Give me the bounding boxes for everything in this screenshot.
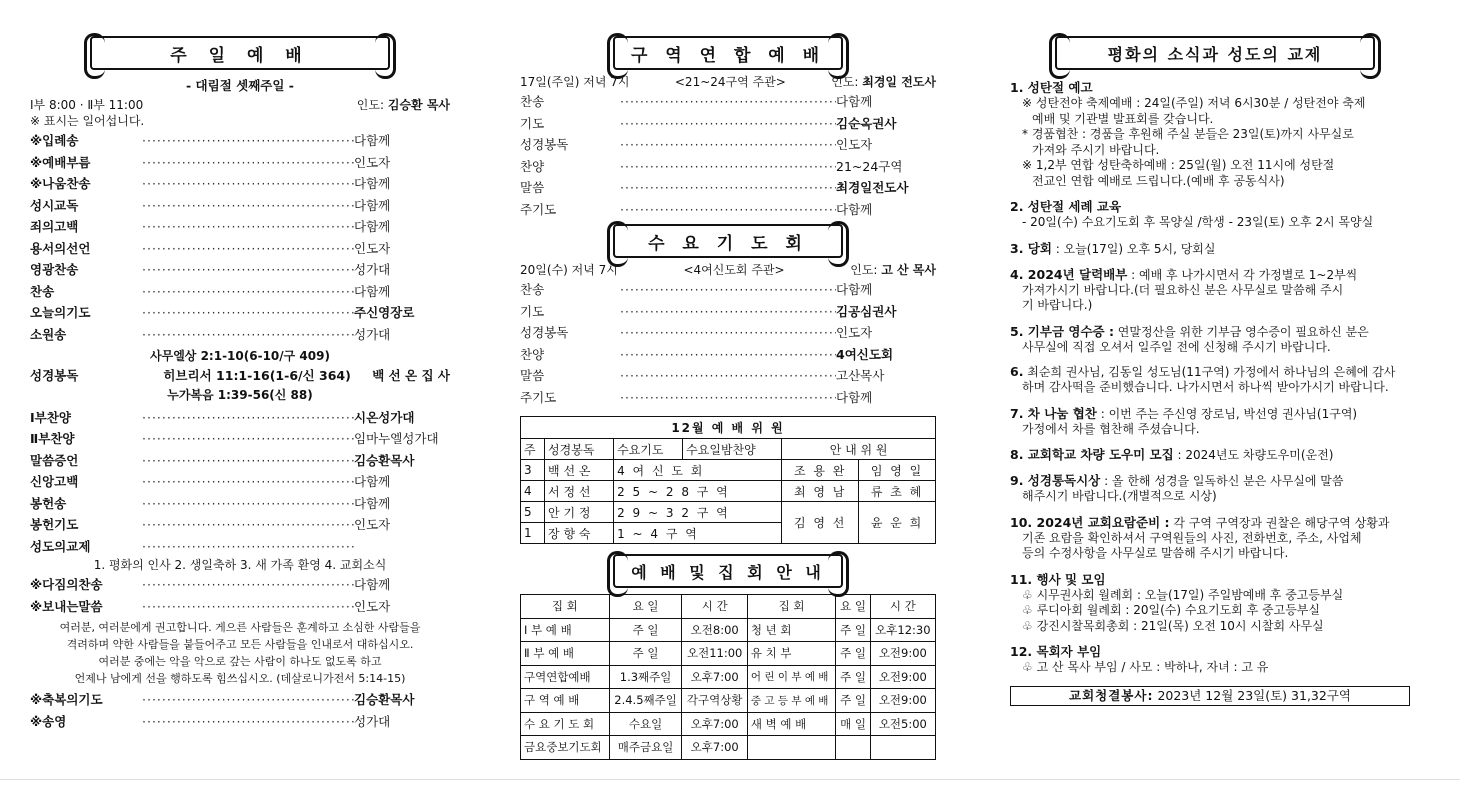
order-item-person: 인도자 — [354, 154, 391, 170]
order-item-label: 말씀 — [520, 368, 545, 383]
order-item-person: 인도자 — [836, 137, 873, 152]
worship-order-list-3 — [30, 574, 450, 617]
order-item — [520, 177, 936, 199]
order-item-person: 다함께 — [354, 176, 391, 191]
order-item — [30, 407, 450, 429]
fellowship-note: 1. 평화의 인사 2. 생일축하 3. 새 가족 환영 4. 교회소식 — [93, 558, 387, 572]
table-cell: 수 요 기 도 회 — [521, 712, 610, 736]
order-item — [520, 156, 936, 178]
order-item-person: 시온성가대 — [354, 409, 415, 425]
col-header: 집 회 — [747, 595, 835, 619]
scripture-label: 성경봉독 — [30, 368, 79, 383]
table-cell: 서 정 선 — [545, 481, 614, 502]
table-cell: 오후7:00 — [682, 712, 747, 736]
order-item-label: 죄의고백 — [30, 219, 79, 234]
table-row — [521, 502, 936, 523]
news-line: 사무실에 직접 오셔서 일주일 전에 신청해 주시기 바랍니다. — [1022, 339, 1331, 354]
order-item-label: ※예배부름 — [30, 154, 91, 170]
order-item — [30, 514, 450, 536]
order-item-person: 다함께 — [354, 197, 391, 213]
order-item-label: 찬양 — [520, 346, 545, 362]
worship-leader: 인도: 김승환 목사 — [356, 98, 450, 112]
worship-order-list-2 — [30, 407, 450, 558]
order-item — [30, 324, 450, 346]
col-header: 시 간 — [870, 595, 935, 619]
order-item — [520, 301, 936, 323]
worship-subtitle: - 대림절 셋째주일 - — [186, 78, 294, 93]
table-cell: 오전9:00 — [870, 665, 935, 689]
table-cell: 1 ~ 4 구 역 — [614, 523, 782, 544]
scripture-3: 누가복음 1:39-56(신 88) — [167, 387, 313, 402]
news-line: ※ 1,2부 연합 성탄축하예배 : 25일(월) 오전 11시에 성탄절 — [1022, 158, 1335, 172]
table-cell: 5 — [521, 502, 545, 523]
page-bottom-line — [0, 779, 1460, 780]
order-item-person — [354, 536, 450, 558]
order-item-label: 봉헌기도 — [30, 517, 79, 532]
table-cell: 오전9:00 — [870, 642, 935, 666]
order-item — [30, 471, 450, 493]
order-item-person: 4여신도회 — [836, 346, 894, 362]
usher-cell: 김 영 선 — [782, 502, 859, 544]
table-cell: 중 고 등 부 예 배 — [747, 689, 835, 713]
table-cell: 주 일 — [609, 618, 682, 642]
order-item-person: 성가대 — [354, 713, 391, 729]
table-cell: 금요중보기도회 — [521, 736, 610, 760]
table-cell: 2 5 ~ 2 8 구 역 — [614, 481, 782, 502]
order-item-label: ※보내는말씀 — [30, 598, 103, 614]
order-item — [30, 536, 450, 558]
news-item: 6. 최순희 권사님, 김동일 성도님(11구역) 가정에서 하나님의 은혜에 감사 — [1010, 364, 1396, 379]
order-item-label: ※축복의기도 — [30, 692, 103, 707]
news-line: - 20일(수) 수요기도회 후 목양실 /학생 - 23일(토) 오후 2시 목양실 — [1022, 215, 1374, 229]
col-header: 요 일 — [836, 595, 870, 619]
table-cell: 장 향 숙 — [545, 523, 614, 544]
sunday-worship-section — [30, 36, 450, 732]
table-cell: 매 일 — [836, 712, 870, 736]
table-cell: 수요일 — [609, 712, 682, 736]
news-line: 등의 수정사항을 사무실로 말씀해 주시기 바랍니다. — [1022, 546, 1289, 560]
order-item — [520, 91, 936, 113]
order-item — [30, 152, 450, 174]
news-line: ♧ 강진시찰목회총회 : 21일(목) 오전 10시 시찰회 사무실 — [1022, 618, 1324, 633]
order-item-label: ※송영 — [30, 713, 67, 729]
worship-order-list — [30, 130, 450, 345]
order-item-person: 최경일전도사 — [836, 180, 909, 195]
table-cell: 2.4.5째주일 — [609, 689, 682, 713]
table-cell: 오후7:00 — [682, 665, 747, 689]
news-line: 기 바랍니다.) — [1022, 298, 1093, 312]
table-row — [521, 642, 936, 666]
table-cell: 4 — [521, 481, 545, 502]
order-item-label: 성경봉독 — [520, 137, 569, 152]
table-cell: 오후12:30 — [870, 618, 935, 642]
table-cell — [870, 736, 935, 760]
col-header: 주 — [521, 439, 545, 460]
order-item — [30, 281, 450, 303]
order-item — [520, 134, 936, 156]
col-header: 집 회 — [521, 595, 610, 619]
table-cell: 오전5:00 — [870, 712, 935, 736]
order-item — [30, 596, 450, 618]
order-item-person: 다함께 — [354, 283, 391, 299]
table-row — [521, 618, 936, 642]
order-item-label: 기도 — [520, 115, 545, 131]
order-item-label: 말씀 — [520, 180, 545, 195]
order-item-person: 인도자 — [354, 598, 391, 614]
table-cell: 1 — [521, 523, 545, 544]
district-worship-title: 구 역 연 합 예 배 — [630, 45, 826, 66]
table-cell: Ⅰ 부 예 배 — [521, 618, 610, 642]
order-item-person: 김순옥권사 — [836, 115, 897, 131]
order-item-person: 다함께 — [836, 201, 873, 217]
district-header: 17일(주일) 저녁 7시 <21~24구역 주관> 인도: 최경일 전도사 — [520, 75, 936, 89]
order-item-person: 김승환목사 — [354, 452, 415, 468]
wednesday-title: 수 요 기 도 회 — [648, 233, 808, 254]
table-cell: 주 일 — [609, 642, 682, 666]
order-item-person: 다함께 — [354, 219, 391, 234]
order-item-person: 고산목사 — [836, 368, 885, 383]
order-item-person: 성가대 — [354, 262, 391, 277]
col-header: 안 내 위 원 — [782, 439, 936, 460]
table-cell: 주 일 — [836, 618, 870, 642]
col-header: 수요일밤찬양 — [683, 439, 782, 460]
scripture-2: 히브리서 11:1-16(1-6/신 364) — [163, 368, 351, 383]
news-banner — [1055, 36, 1375, 70]
news-item: 10. 2024년 교회요람준비 : 각 구역 구역장과 권찰은 해당구역 상황과 — [1010, 514, 1390, 530]
december-committee-table — [520, 416, 936, 544]
district-order-list — [520, 91, 936, 220]
order-item-person: 21~24구역 — [836, 158, 903, 174]
order-item — [30, 130, 450, 152]
table-row — [521, 460, 936, 481]
order-item-label: ※입례송 — [30, 133, 79, 148]
usher-cell: 류 초 혜 — [859, 481, 936, 502]
order-item-person: 다함께 — [354, 133, 391, 148]
order-item-person: 인도자 — [354, 240, 391, 256]
schedule-title: 예 배 및 집 회 안 내 — [631, 562, 825, 582]
order-item-label: 성경봉독 — [520, 325, 569, 340]
order-item-person: 인도자 — [354, 517, 391, 532]
news-item: 2. 성탄절 세례 교육 — [1010, 199, 1122, 214]
order-item-label: 성도의교제 — [30, 538, 91, 554]
table-row — [521, 481, 936, 502]
order-item — [30, 450, 450, 472]
order-item-label: 주기도 — [520, 389, 557, 405]
news-item: 5. 기부금 영수증 : 연말정산을 위한 기부금 영수증이 필요하신 분은 — [1010, 323, 1369, 339]
table-cell: 2 9 ~ 3 2 구 역 — [614, 502, 782, 523]
order-item-person: 다함께 — [354, 577, 391, 592]
order-item-label: ※다짐의찬송 — [30, 577, 103, 592]
news-section — [1010, 36, 1420, 706]
order-item-label: 기도 — [520, 303, 545, 319]
order-item-person: 다함께 — [836, 94, 873, 109]
news-item: 3. 당회 : 오늘(17일) 오후 5시, 당회실 — [1010, 240, 1216, 256]
standing-note: ※ 표시는 일어섭니다. — [30, 114, 145, 128]
middle-section — [520, 36, 936, 760]
table-row — [521, 712, 936, 736]
table-cell: 청 년 회 — [747, 618, 835, 642]
table-row — [521, 665, 936, 689]
sunday-worship-banner — [90, 36, 390, 70]
table-cell: 유 치 부 — [747, 642, 835, 666]
order-item-label: 말씀증언 — [30, 452, 79, 468]
order-item — [30, 216, 450, 238]
order-item — [520, 113, 936, 135]
news-line: 가정에서 차를 협찬해 주셨습니다. — [1022, 421, 1200, 436]
usher-cell: 임 영 일 — [859, 460, 936, 481]
order-item — [520, 199, 936, 221]
news-item: 12. 목회자 부임 — [1010, 644, 1102, 659]
table-cell: 오후7:00 — [682, 736, 747, 760]
col-header: 수요기도 — [614, 439, 683, 460]
sunday-worship-title: 주 일 예 배 — [170, 45, 310, 66]
schedule-banner — [613, 554, 843, 588]
order-item — [30, 574, 450, 596]
col-header: 성경봉독 — [545, 439, 614, 460]
wednesday-header: 20일(수) 저녁 7시 <4여신도회 주관> 인도: 고 산 목사 — [520, 263, 936, 277]
order-item-label: 소원송 — [30, 326, 67, 342]
usher-cell: 윤 운 희 — [859, 502, 936, 544]
news-line: 가져가시기 바랍니다.(더 필요하신 분은 사무실로 말씀해 주시 — [1022, 282, 1344, 297]
news-item: 8. 교회학교 차량 도우미 모집 : 2024년도 차량도우미(운전) — [1010, 447, 1334, 462]
table-cell: 안 기 정 — [545, 502, 614, 523]
table-cell: 매주금요일 — [609, 736, 682, 760]
order-item — [520, 279, 936, 301]
news-list — [1010, 78, 1420, 676]
table-cell: 구역연합예배 — [521, 665, 610, 689]
order-item — [30, 689, 450, 711]
order-item — [30, 173, 450, 195]
worship-times: Ⅰ부 8:00 · Ⅱ부 11:00 — [30, 98, 144, 112]
order-item-label: 영광찬송 — [30, 262, 79, 277]
order-item-label: 찬송 — [520, 282, 545, 297]
order-item — [30, 711, 450, 733]
order-item — [520, 387, 936, 409]
table-cell: 새 벽 예 배 — [747, 712, 835, 736]
usher-cell: 조 용 완 — [782, 460, 859, 481]
order-item-label: 찬송 — [520, 94, 545, 109]
order-item-person: 다함께 — [836, 389, 873, 405]
table-cell: 어 린 이 부 예 배 — [747, 665, 835, 689]
news-item: 1. 성탄절 예고 — [1010, 80, 1093, 95]
december-title: 12월 예 배 위 원 — [521, 417, 936, 439]
table-cell: 각구역상황 — [682, 689, 747, 713]
table-cell: 4 여 신 도 회 — [614, 460, 782, 481]
table-cell: 오전11:00 — [682, 642, 747, 666]
news-line: ♧ 루디아회 월례회 : 20일(수) 수요기도회 후 중고등부실 — [1022, 603, 1320, 617]
table-cell: 백 선 온 — [545, 460, 614, 481]
scripture-row — [30, 365, 450, 387]
order-item-label: 용서의선언 — [30, 240, 91, 256]
order-item — [30, 302, 450, 324]
scripture-1: 사무엘상 2:1-10(6-10/구 409) — [150, 349, 330, 363]
table-cell: 오전8:00 — [682, 618, 747, 642]
news-line: * 경품협찬 : 경품을 후원해 주실 분들은 23일(토)까지 사무실로 — [1022, 127, 1354, 141]
table-cell — [836, 736, 870, 760]
order-item-person: 다함께 — [354, 474, 391, 489]
order-item-person: 다함께 — [354, 495, 391, 511]
order-item-person: 김공심권사 — [836, 303, 897, 319]
wednesday-order-list — [520, 279, 936, 408]
table-cell: 주 일 — [836, 642, 870, 666]
table-cell: Ⅱ 부 예 배 — [521, 642, 610, 666]
table-cell — [747, 736, 835, 760]
order-item — [520, 365, 936, 387]
order-item-label: 주기도 — [520, 201, 557, 217]
news-line: ♧ 고 산 목사 부임 / 사모 : 박하나, 자녀 : 고 유 — [1022, 660, 1269, 674]
table-cell: 구 역 예 배 — [521, 689, 610, 713]
order-item-label: 찬양 — [520, 158, 545, 174]
order-item-person: 김승환목사 — [354, 692, 415, 707]
news-line: 예배 및 기관별 발표회를 갖습니다. — [1032, 111, 1214, 126]
usher-cell: 최 영 남 — [782, 481, 859, 502]
news-line: ※ 성탄전야 축제예배 : 24일(주일) 저녁 6시30분 / 성탄전야 축제 — [1022, 96, 1366, 110]
sending-scripture: 여러분, 여러분에게 권고합니다. 게으른 사람들은 훈계하고 소심한 사람들을 격려하며 약한 사람들을 붙들어주고 모든 사람들을 인내로서 대하십시오. 여러분 중에는 악을 악으로 갚는 사람이 하나도 없도록 하고 언제나 남에게 선을 행하도록 힘쓰십시오. (데살로니가전서 5:14-15) — [59, 621, 421, 685]
news-line: ♧ 시무권사회 월례회 : 오늘(17일) 주일밤예배 후 중고등부실 — [1022, 587, 1344, 602]
news-line: 기존 요람을 확인하셔서 구역원들의 사진, 전화번호, 주소, 사업체 — [1022, 530, 1362, 545]
news-title: 평화의 소식과 성도의 교제 — [1107, 44, 1323, 64]
order-item-label: 신앙고백 — [30, 474, 79, 489]
order-item — [30, 195, 450, 217]
table-cell: 주 일 — [836, 665, 870, 689]
wednesday-banner — [613, 224, 843, 258]
order-item-person: 성가대 — [354, 326, 391, 342]
district-worship-banner — [613, 36, 843, 70]
order-item — [520, 322, 936, 344]
news-line: 해주시기 바랍니다.(개별적으로 시상) — [1022, 489, 1217, 503]
order-item-person: 임마누엘성가대 — [354, 431, 439, 446]
news-line: 가져와 주시기 바랍니다. — [1032, 142, 1160, 157]
news-item: 11. 행사 및 모임 — [1010, 571, 1106, 587]
order-item-label: 봉헌송 — [30, 495, 67, 511]
order-item-person: 다함께 — [836, 282, 873, 297]
worship-times-row — [30, 98, 450, 113]
table-row — [521, 689, 936, 713]
table-row — [521, 736, 936, 760]
order-item-label: Ⅰ부찬양 — [30, 409, 71, 425]
table-cell: 주 일 — [836, 689, 870, 713]
worship-order-list-4 — [30, 689, 450, 732]
col-header: 요 일 — [609, 595, 682, 619]
table-cell: 1.3째주일 — [609, 665, 682, 689]
col-header: 시 간 — [682, 595, 747, 619]
order-item-person: 인도자 — [836, 325, 873, 340]
order-item — [30, 428, 450, 450]
order-item — [30, 259, 450, 281]
table-cell: 3 — [521, 460, 545, 481]
news-line: 전교인 연합 예배로 드립니다.(예배 후 공동식사) — [1032, 173, 1285, 188]
news-item: 9. 성경통독시상 : 올 한해 성경을 일독하신 분은 사무실에 말씀 — [1010, 473, 1344, 488]
table-cell: 오전9:00 — [870, 689, 935, 713]
order-item-person: 주신영장로 — [354, 305, 415, 320]
schedule-table — [520, 594, 936, 760]
order-item — [30, 238, 450, 260]
cleaning-box: 교회청결봉사: 2023년 12월 23일(토) 31,32구역 — [1010, 686, 1410, 706]
order-item — [520, 344, 936, 366]
order-item-label: ※나움찬송 — [30, 176, 91, 191]
news-line: 하며 감사떡을 준비했습니다. 나가시면서 하나씩 받아가시기 바랍니다. — [1022, 380, 1389, 394]
order-item-label: Ⅱ부찬양 — [30, 431, 75, 446]
order-item-label: 성시교독 — [30, 197, 79, 213]
order-item-label: 오늘의기도 — [30, 305, 91, 320]
order-item — [30, 493, 450, 515]
news-item: 4. 2024년 달력배부 : 예배 후 나가시면서 각 가정별로 1~2부씩 — [1010, 266, 1358, 282]
order-item-label: 찬송 — [30, 283, 55, 299]
scripture-reader: 백 선 온 집 사 — [372, 368, 450, 383]
news-item: 7. 차 나눔 협찬 : 이번 주는 주신영 장로님, 박선영 권사님(1구역) — [1010, 405, 1358, 421]
